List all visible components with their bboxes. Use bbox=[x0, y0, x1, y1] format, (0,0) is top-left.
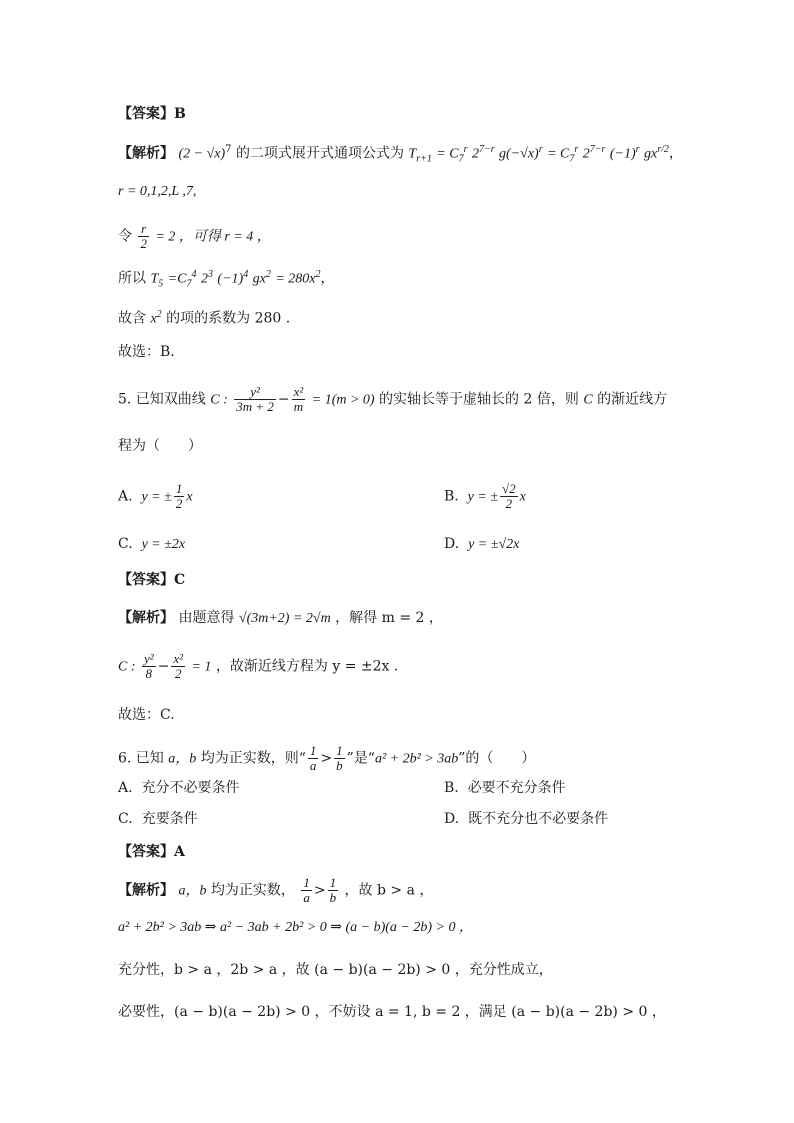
q5-option-b: B. y = ± $\frac{√2}{2}$ x bbox=[444, 481, 526, 511]
q6-analysis-line4: 必要性，(a − b)(a − 2b) > 0 ，不妨设 a = 1, b = 2 ，满足 (a − b)(a − 2b) > 0 ， bbox=[118, 1004, 666, 1020]
fraction: $\frac{1}{a}$ bbox=[303, 875, 310, 905]
q6-analysis-line3: 充分性，b > a ，2b > a ，故 (a − b)(a − 2b) > 0 ，充分性成立， bbox=[118, 962, 553, 978]
q4-analysis-line4: 所以 $T_5 =C_7^4$ $2^3$ $(-1)^4$ $gx^2 = 280x^2$， bbox=[118, 269, 335, 290]
fraction: $\frac{1}{b}$ bbox=[336, 743, 343, 773]
q5-option-c: C. y = ±2x bbox=[118, 536, 186, 552]
q6-analysis-line1: 【解析】 a，b 均为正实数， $\frac{1}{a}$ > $\frac{1}{b}$ ，故 b > a ， bbox=[118, 875, 434, 905]
q4-conclusion: 故选：B. bbox=[118, 344, 175, 360]
q4-analysis-line3: 令 $\frac{r}{2}$ = 2 ，可得 r = 4 ， bbox=[118, 221, 271, 251]
q5-option-a: A. y = ± $\frac{1}{2}$ x bbox=[118, 481, 193, 511]
q4-analysis-line5: 故含 $x^2$ 的项的系数为 280 . bbox=[118, 309, 291, 327]
q5-stem: 5. 已知双曲线 C : $\frac{\text{y²}}{3m + 2}$ − $\frac{\text{x²}}{m}$ = 1(m > 0) 的实轴长等于虚轴长的 2 倍，则 C 的渐近线方 bbox=[118, 384, 668, 414]
q6-option-d: D. 既不充分也不必要条件 bbox=[444, 811, 609, 827]
fraction: $\frac{r}{2}$ bbox=[140, 221, 147, 251]
q5-analysis-line1: 【解析】 由题意得 √(3m+2) = 2√m ，解得 m = 2 ， bbox=[118, 610, 443, 626]
q6-option-b: B. 必要不充分条件 bbox=[444, 780, 566, 796]
fraction: $\frac{√2}{2}$ bbox=[502, 481, 516, 511]
q4-analysis-line2: r = 0,1,2,L ,7, bbox=[118, 184, 197, 199]
q5-analysis-line2: C : $\frac{\text{y²}}{8}$ − $\frac{\text{x²}}{2}$ = 1 ，故渐近线方程为 y = ±2x . bbox=[118, 651, 399, 681]
q6-option-c: C. 充要条件 bbox=[118, 811, 198, 827]
q6-option-a: A. 充分不必要条件 bbox=[118, 780, 240, 796]
q6-analysis-line2: a² + 2b² > 3ab ⇒ a² − 3ab + 2b² > 0 ⇒ (a − b)(a − 2b) > 0 ， bbox=[118, 920, 473, 935]
fraction: $\frac{\text{y²}}{3m + 2}$ bbox=[236, 384, 274, 414]
q5-conclusion: 故选：C. bbox=[118, 707, 175, 723]
q4-analysis-line1: 【解析】 $(2 - √x)^7$ 的二项式展开式通项公式为 $T_{r+1} = C_7^r$ $2^{7-r}$ $g(-√x)^r = C_7^r$ $2^{7-r}$ $(-1)^r$ $gx^{r/2}$， bbox=[118, 144, 683, 165]
q5-option-d: D. y = ±√2x bbox=[444, 536, 520, 552]
fraction: $\frac{\text{x²}}{2}$ bbox=[173, 651, 184, 681]
q5-stem-line2: 程为（ ） bbox=[118, 438, 202, 454]
fraction: $\frac{1}{2}$ bbox=[175, 481, 183, 511]
q5-answer: 【答案】C bbox=[118, 572, 186, 588]
q6-stem: 6. 已知 a，b 均为正实数，则“ $\frac{1}{a}$ > $\frac{1}{b}$ ”是“a² + 2b² > 3ab”的（ ） bbox=[118, 743, 536, 773]
fraction: $\frac{1}{b}$ bbox=[329, 875, 337, 905]
fraction: $\frac{1}{a}$ bbox=[309, 743, 317, 773]
fraction: $\frac{\text{x²}}{m}$ bbox=[293, 384, 304, 414]
q6-answer: 【答案】A bbox=[118, 844, 185, 860]
q4-answer: 【答案】B bbox=[118, 106, 186, 122]
fraction: $\frac{\text{y²}}{8}$ bbox=[143, 651, 154, 681]
